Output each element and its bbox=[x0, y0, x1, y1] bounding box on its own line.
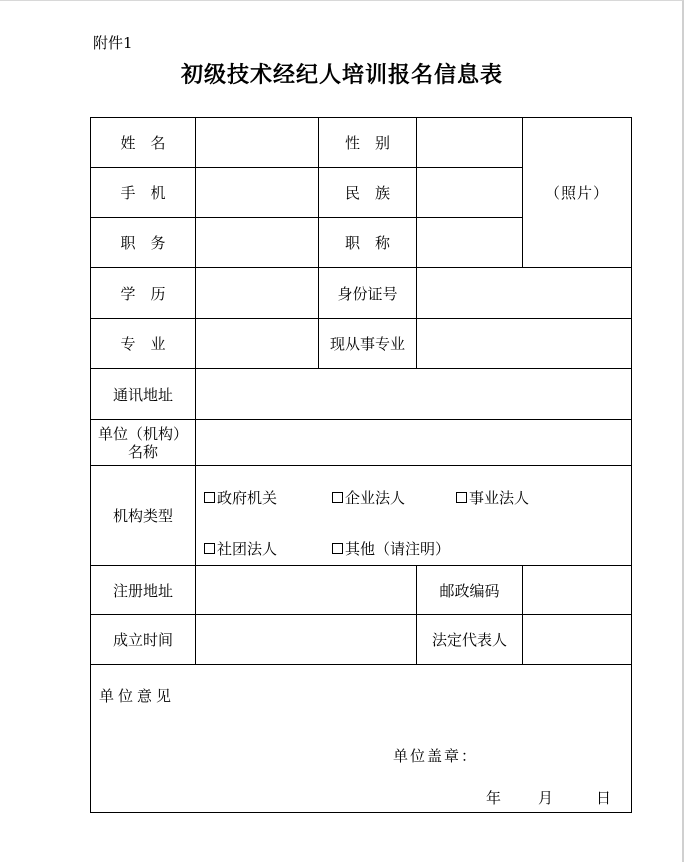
checkbox-icon[interactable] bbox=[456, 492, 467, 503]
unit-opinion-section[interactable] bbox=[91, 665, 632, 813]
org-type-government[interactable]: 政府机关 bbox=[204, 487, 277, 508]
month-label: 月 bbox=[538, 789, 554, 807]
unit-stamp-label: 单位盖章： bbox=[393, 747, 479, 765]
ethnicity-field[interactable] bbox=[417, 168, 523, 218]
phone-field[interactable] bbox=[196, 168, 319, 218]
registration-form-table bbox=[90, 117, 632, 813]
major-label: 专 业 bbox=[91, 319, 196, 369]
unit-name-label bbox=[91, 420, 196, 466]
founded-label: 成立时间 bbox=[91, 615, 196, 665]
year-label: 年 bbox=[486, 789, 502, 807]
checkbox-icon[interactable] bbox=[204, 492, 215, 503]
founded-field[interactable] bbox=[196, 615, 417, 665]
id-number-label: 身份证号 bbox=[319, 268, 417, 319]
org-type-label: 机构类型 bbox=[91, 466, 196, 566]
org-type-enterprise[interactable]: 企业法人 bbox=[332, 487, 405, 508]
ethnicity-label: 民 族 bbox=[319, 168, 417, 218]
reg-address-field[interactable] bbox=[196, 566, 417, 615]
address-label: 通讯地址 bbox=[91, 369, 196, 420]
unit-name-field[interactable] bbox=[196, 420, 632, 466]
name-field[interactable] bbox=[196, 118, 319, 168]
checkbox-icon[interactable] bbox=[332, 492, 343, 503]
education-label: 学 历 bbox=[91, 268, 196, 319]
phone-label: 手 机 bbox=[91, 168, 196, 218]
current-major-label: 现从事专业 bbox=[319, 319, 417, 369]
day-label: 日 bbox=[596, 789, 612, 807]
address-field[interactable] bbox=[196, 369, 632, 420]
name-label: 姓 名 bbox=[91, 118, 196, 168]
org-type-options bbox=[196, 466, 632, 566]
form-title: 初级技术经纪人培训报名信息表 bbox=[180, 62, 503, 88]
org-type-association[interactable]: 社团法人 bbox=[204, 538, 277, 559]
position-label: 职 务 bbox=[91, 218, 196, 268]
unit-name-label-line2: 名称 bbox=[127, 442, 158, 461]
current-major-field[interactable] bbox=[417, 319, 632, 369]
gender-label: 性 别 bbox=[319, 118, 417, 168]
major-field[interactable] bbox=[196, 319, 319, 369]
unit-name-label-line1: 单位（机构） bbox=[97, 424, 188, 443]
id-number-field[interactable] bbox=[417, 268, 632, 319]
postcode-label: 邮政编码 bbox=[417, 566, 523, 615]
position-field[interactable] bbox=[196, 218, 319, 268]
unit-opinion-label: 单位意见 bbox=[99, 687, 176, 705]
photo-box[interactable] bbox=[523, 118, 632, 268]
education-field[interactable] bbox=[196, 268, 319, 319]
legal-rep-label: 法定代表人 bbox=[417, 615, 523, 665]
checkbox-icon[interactable] bbox=[332, 543, 343, 554]
gender-field[interactable] bbox=[417, 118, 523, 168]
org-type-institution[interactable]: 事业法人 bbox=[456, 487, 529, 508]
attachment-label: 附件1 bbox=[93, 34, 133, 52]
legal-rep-field[interactable] bbox=[523, 615, 632, 665]
job-title-label: 职 称 bbox=[319, 218, 417, 268]
reg-address-label: 注册地址 bbox=[91, 566, 196, 615]
postcode-field[interactable] bbox=[523, 566, 632, 615]
job-title-field[interactable] bbox=[417, 218, 523, 268]
checkbox-icon[interactable] bbox=[204, 543, 215, 554]
photo-label: （照片） bbox=[544, 184, 609, 202]
org-type-other[interactable]: 其他（请注明） bbox=[332, 538, 450, 559]
